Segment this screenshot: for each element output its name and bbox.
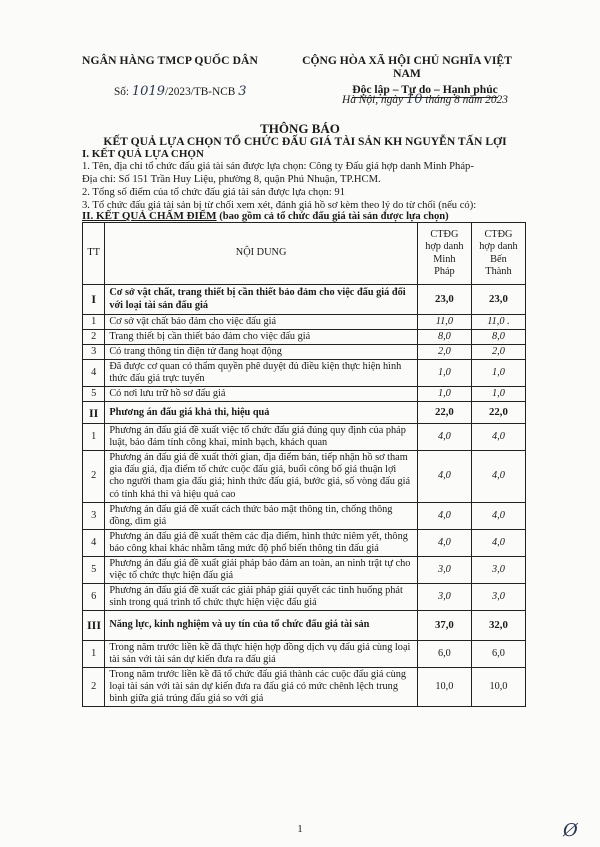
section-2-title: II. KẾT QUẢ CHẤM ĐIỂM <box>82 210 217 222</box>
score-table <box>82 222 526 707</box>
row-tt: 4 <box>83 529 105 556</box>
table-row <box>83 360 526 387</box>
row-tt: 1 <box>83 315 105 330</box>
group-content: Năng lực, kinh nghiệm và uy tín của tổ chức đấu giá tài sản <box>105 610 418 640</box>
row-content: Đã được cơ quan có thẩm quyền phê duyệt đủ điều kiện thực hiện hình thức đấu giá trực tuyến <box>105 360 418 387</box>
group-tt: I <box>83 285 105 315</box>
group-score-minh-phap: 23,0 <box>417 285 471 315</box>
group-score-minh-phap: 37,0 <box>417 610 471 640</box>
row-tt: 1 <box>83 640 105 667</box>
row-score-minh-phap: 10,0 <box>417 668 471 707</box>
row-score-minh-phap: 3,0 <box>417 556 471 583</box>
row-tt: 5 <box>83 387 105 402</box>
row-content: Phương án đấu giá đề xuất việc tổ chức đấu giá đúng quy định của pháp luật, bảo đảm tính công khai, minh bạch, khách quan <box>105 424 418 451</box>
national-motto: Độc lập – Tự do – Hạnh phúc <box>352 83 498 96</box>
group-tt: II <box>83 402 105 424</box>
header-col-ben-thanh: CTĐG hợp danh Bến Thành <box>471 223 525 285</box>
date-suffix: tháng 8 năm 2023 <box>422 94 508 106</box>
section-1-line-1: 1. Tên, địa chỉ tổ chức đấu giá tài sản được lựa chọn: Công ty Đấu giá hợp danh Minh Pháp- <box>82 161 474 172</box>
row-score-ben-thanh: 4,0 <box>471 424 525 451</box>
doc-number-middle: /2023/TB-NCB <box>165 86 236 98</box>
nation-name: CỘNG HÒA XÃ HỘI CHỦ NGHĨA VIỆT NAM <box>302 54 512 80</box>
section-1-heading: I. KẾT QUẢ LỰA CHỌN <box>82 148 204 160</box>
row-tt: 3 <box>83 345 105 360</box>
date-day-handwritten: 10 <box>405 92 423 107</box>
table-row <box>83 330 526 345</box>
row-score-ben-thanh: 8,0 <box>471 330 525 345</box>
row-score-ben-thanh: 1,0 <box>471 360 525 387</box>
table-row <box>83 424 526 451</box>
group-content: Cơ sở vật chất, trang thiết bị cần thiết bảo đảm cho việc đấu giá đối với loại tài sản đấu giá <box>105 285 418 315</box>
row-content: Trong năm trước liền kề đã tổ chức đấu giá thành các cuộc đấu giá cùng loại tài sản với tài sản dự kiến đưa ra đấu giá có mức chênh lệch trung bình giữa giá trúng đấu giá so với giá <box>105 668 418 707</box>
row-score-minh-phap: 1,0 <box>417 360 471 387</box>
header-content: NỘI DUNG <box>105 223 418 285</box>
row-content: Trang thiết bị cần thiết bảo đảm cho việc đấu giá <box>105 330 418 345</box>
table-row <box>83 345 526 360</box>
row-score-ben-thanh: 3,0 <box>471 556 525 583</box>
row-tt: 3 <box>83 502 105 529</box>
group-score-minh-phap: 22,0 <box>417 402 471 424</box>
section-1-line-4: 3. Tổ chức đấu giá tài sản bị từ chối xem xét, đánh giá hồ sơ kèm theo lý do từ chối (nếu có): <box>82 200 477 211</box>
header-tt: TT <box>83 223 105 285</box>
document-number <box>82 84 282 99</box>
date-line <box>342 92 508 107</box>
section-1-line-3: 2. Tổng số điểm của tổ chức đấu giá tài sản được lựa chọn: 91 <box>82 187 345 198</box>
group-row <box>83 610 526 640</box>
group-row <box>83 285 526 315</box>
row-score-ben-thanh: 3,0 <box>471 583 525 610</box>
section-1-line-2: Địa chỉ: Số 151 Trần Huy Liệu, phường 8, quận Phú Nhuận, TP.HCM. <box>82 174 381 185</box>
handwritten-initials: Ø <box>563 820 578 841</box>
row-content: Có trang thông tin điện tử đang hoạt động <box>105 345 418 360</box>
row-score-ben-thanh: 6,0 <box>471 640 525 667</box>
table-row <box>83 387 526 402</box>
group-row <box>83 402 526 424</box>
group-score-ben-thanh: 32,0 <box>471 610 525 640</box>
row-score-minh-phap: 11,0 <box>417 315 471 330</box>
group-score-ben-thanh: 22,0 <box>471 402 525 424</box>
document-subtitle: KẾT QUẢ LỰA CHỌN TỔ CHỨC ĐẤU GIÁ TÀI SẢN KH NGUYỄN TẤN LỢI <box>103 135 507 148</box>
row-score-minh-phap: 3,0 <box>417 583 471 610</box>
row-content: Phương án đấu giá đề xuất thời gian, địa điểm bán, tiếp nhận hồ sơ tham gia đấu giá, địa điểm tổ chức cuộc đấu giá, buổi công bố giá thuận lợi cho người tham gia đấu giá; hình thức đấu giá, bước giá, số vòng đấu giá có tính khả thi và hiệu quả cao <box>105 451 418 502</box>
row-tt: 2 <box>83 668 105 707</box>
row-score-ben-thanh: 4,0 <box>471 451 525 502</box>
date-prefix: Hà Nội, ngày <box>342 94 406 106</box>
row-score-ben-thanh: 10,0 <box>471 668 525 707</box>
row-score-ben-thanh: 2,0 <box>471 345 525 360</box>
table-row <box>83 668 526 707</box>
row-content: Phương án đấu giá đề xuất các giải pháp giải quyết các tình huống phát sinh trong quá trình tổ chức thực hiện việc đấu giá <box>105 583 418 610</box>
table-row <box>83 556 526 583</box>
section-2-note: (bao gồm cả tổ chức đấu giá tài sản được lựa chọn) <box>216 211 449 222</box>
row-score-ben-thanh: 11,0 . <box>471 315 525 330</box>
row-score-ben-thanh: 4,0 <box>471 529 525 556</box>
row-score-minh-phap: 4,0 <box>417 424 471 451</box>
table-row <box>83 583 526 610</box>
table-row <box>83 640 526 667</box>
table-row <box>83 451 526 502</box>
row-score-minh-phap: 4,0 <box>417 502 471 529</box>
header-col-minh-phap: CTĐG hợp danh Minh Pháp <box>417 223 471 285</box>
row-tt: 6 <box>83 583 105 610</box>
row-score-minh-phap: 6,0 <box>417 640 471 667</box>
row-score-minh-phap: 4,0 <box>417 451 471 502</box>
row-content: Có nơi lưu trữ hồ sơ đấu giá <box>105 387 418 402</box>
row-tt: 5 <box>83 556 105 583</box>
row-tt: 2 <box>83 451 105 502</box>
doc-number-prefix: Số: <box>114 86 132 98</box>
row-tt: 1 <box>83 424 105 451</box>
document-title: THÔNG BÁO <box>260 121 340 136</box>
bank-name: NGÂN HÀNG TMCP QUỐC DÂN <box>82 54 258 67</box>
table-row <box>83 502 526 529</box>
section-2-heading <box>82 210 449 222</box>
row-tt: 2 <box>83 330 105 345</box>
header-left <box>82 54 282 99</box>
group-score-ben-thanh: 23,0 <box>471 285 525 315</box>
doc-number-suffix-handwritten: 3 <box>238 84 247 99</box>
table-header-row <box>83 223 526 285</box>
row-score-minh-phap: 1,0 <box>417 387 471 402</box>
row-content: Phương án đấu giá đề xuất giải pháp bảo đảm an toàn, an ninh trật tự cho việc tổ chức thực hiện đấu giá <box>105 556 418 583</box>
group-content: Phương án đấu giá khả thi, hiệu quả <box>105 402 418 424</box>
row-content: Phương án đấu giá đề xuất thêm các địa điểm, hình thức niêm yết, thông báo công khai khác nhằm tăng mức độ phổ biến thông tin đấu giá <box>105 529 418 556</box>
row-score-minh-phap: 8,0 <box>417 330 471 345</box>
row-content: Trong năm trước liền kề đã thực hiện hợp đồng dịch vụ đấu giá cùng loại tài sản với tài sản dự kiến đưa ra đấu giá <box>105 640 418 667</box>
row-score-ben-thanh: 1,0 <box>471 387 525 402</box>
row-content: Cơ sở vật chất bảo đảm cho việc đấu giá <box>105 315 418 330</box>
row-score-ben-thanh: 4,0 <box>471 502 525 529</box>
doc-number-handwritten: 1019 <box>131 84 165 99</box>
group-tt: III <box>83 610 105 640</box>
row-content: Phương án đấu giá đề xuất cách thức bảo mật thông tin, chống thông đồng, dìm giá <box>105 502 418 529</box>
page-number: 1 <box>297 823 303 835</box>
row-score-minh-phap: 4,0 <box>417 529 471 556</box>
row-tt: 4 <box>83 360 105 387</box>
row-score-minh-phap: 2,0 <box>417 345 471 360</box>
table-row <box>83 529 526 556</box>
table-row <box>83 315 526 330</box>
